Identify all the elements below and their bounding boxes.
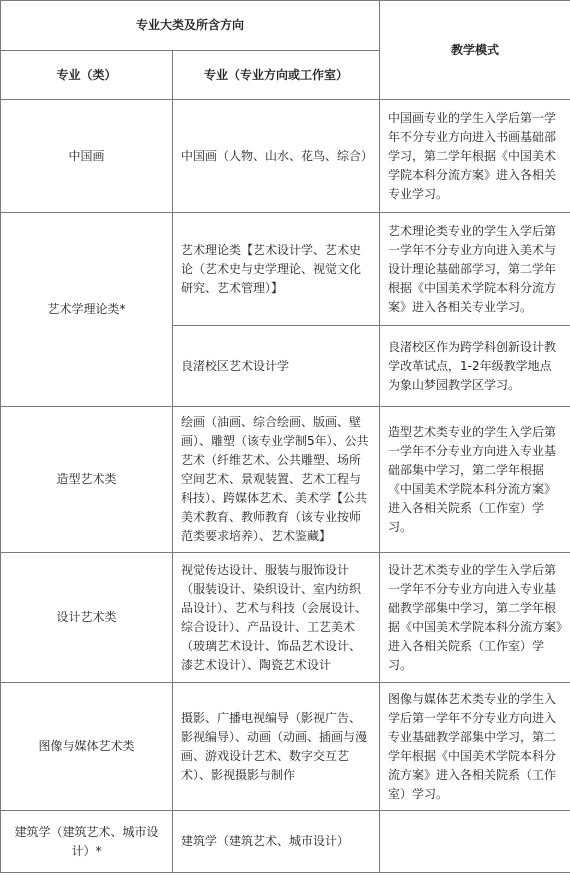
- table-row: [1, 100, 570, 213]
- direction-cell: 视觉传达设计、服装与服饰设计（服装设计、染织设计、室内纺织品设计）、艺术与科技（会展设计、综合设计）、产品设计、工艺美术（玻璃艺术设计、饰品艺术设计、漆艺术设计）、陶瓷艺术设计: [173, 553, 380, 683]
- major-cell: 设计艺术类: [1, 553, 173, 683]
- mode-cell: 设计艺术类专业的学生入学后第一学年不分专业方向进入专业基础教学部集中学习，第二学年根据《中国美术学院本科分流方案》进入各相关院系（工作室）学习。: [380, 553, 570, 683]
- major-column-header: 专业（类）: [1, 51, 173, 100]
- major-cell: 造型艺术类: [1, 407, 173, 553]
- mode-cell: [380, 811, 570, 873]
- category-group-header: 专业大类及所含方向: [1, 1, 380, 51]
- direction-cell: 艺术理论类【艺术设计学、艺术史论（艺术史与史学理论、视觉文化研究、艺术管理）】: [173, 213, 380, 326]
- major-cell: 艺术学理论类*: [1, 213, 173, 407]
- direction-cell: 良渚校区艺术设计学: [173, 326, 380, 407]
- table-row: [1, 811, 570, 873]
- direction-cell: 摄影、广播电视编导（影视广告、影视编导）、动画（动画、插画与漫画、游戏设计艺术、数字交互艺术）、影视摄影与制作: [173, 683, 380, 811]
- major-cell: 中国画: [1, 100, 173, 213]
- table-row: [1, 683, 570, 811]
- table-row: [1, 213, 570, 326]
- mode-column-header: 教学模式: [380, 1, 570, 100]
- major-cell: 图像与媒体艺术类: [1, 683, 173, 811]
- table-row: [1, 407, 570, 553]
- header-row-1: [1, 1, 570, 51]
- direction-cell: 建筑学（建筑艺术、城市设计）: [173, 811, 380, 873]
- table-row: [1, 553, 570, 683]
- mode-cell: 良渚校区作为跨学科创新设计教学改革试点，1-2年级教学地点为象山梦园教学区学习。: [380, 326, 570, 407]
- direction-cell: 绘画（油画、综合绘画、版画、壁画）、雕塑（该专业学制5年）、公共艺术（纤维艺术、公共雕塑、场所空间艺术、景观装置、艺术工程与科技）、跨媒体艺术、美术学【公共美术教育、教师教育（该专业按师范类要求培养）、艺术鉴藏】: [173, 407, 380, 553]
- direction-cell: 中国画（人物、山水、花鸟、综合）: [173, 100, 380, 213]
- major-cell: 建筑学（建筑艺术、城市设计）*: [1, 811, 173, 873]
- direction-column-header: 专业（专业方向或工作室）: [173, 51, 380, 100]
- mode-cell: 艺术理论类专业的学生入学后第一学年不分专业方向进入美术与设计理论基础部学习，第二学年根据《中国美术学院本科分流方案》进入各相关专业学习。: [380, 213, 570, 326]
- mode-cell: 图像与媒体艺术类专业的学生入学后第一学年不分专业方向进入专业基础教学部集中学习，第二学年根据《中国美术学院本科分流方案》进入各相关院系（工作室）学习。: [380, 683, 570, 811]
- mode-cell: 造型艺术类专业的学生入学后第一学年不分专业方向进入专业基础部集中学习，第二学年根据《中国美术学院本科分流方案》进入各相关院系（工作室）学习。: [380, 407, 570, 553]
- mode-cell: 中国画专业的学生入学后第一学年不分专业方向进入书画基础部学习，第二学年根据《中国美术学院本科分流方案》进入各相关专业学习。: [380, 100, 570, 213]
